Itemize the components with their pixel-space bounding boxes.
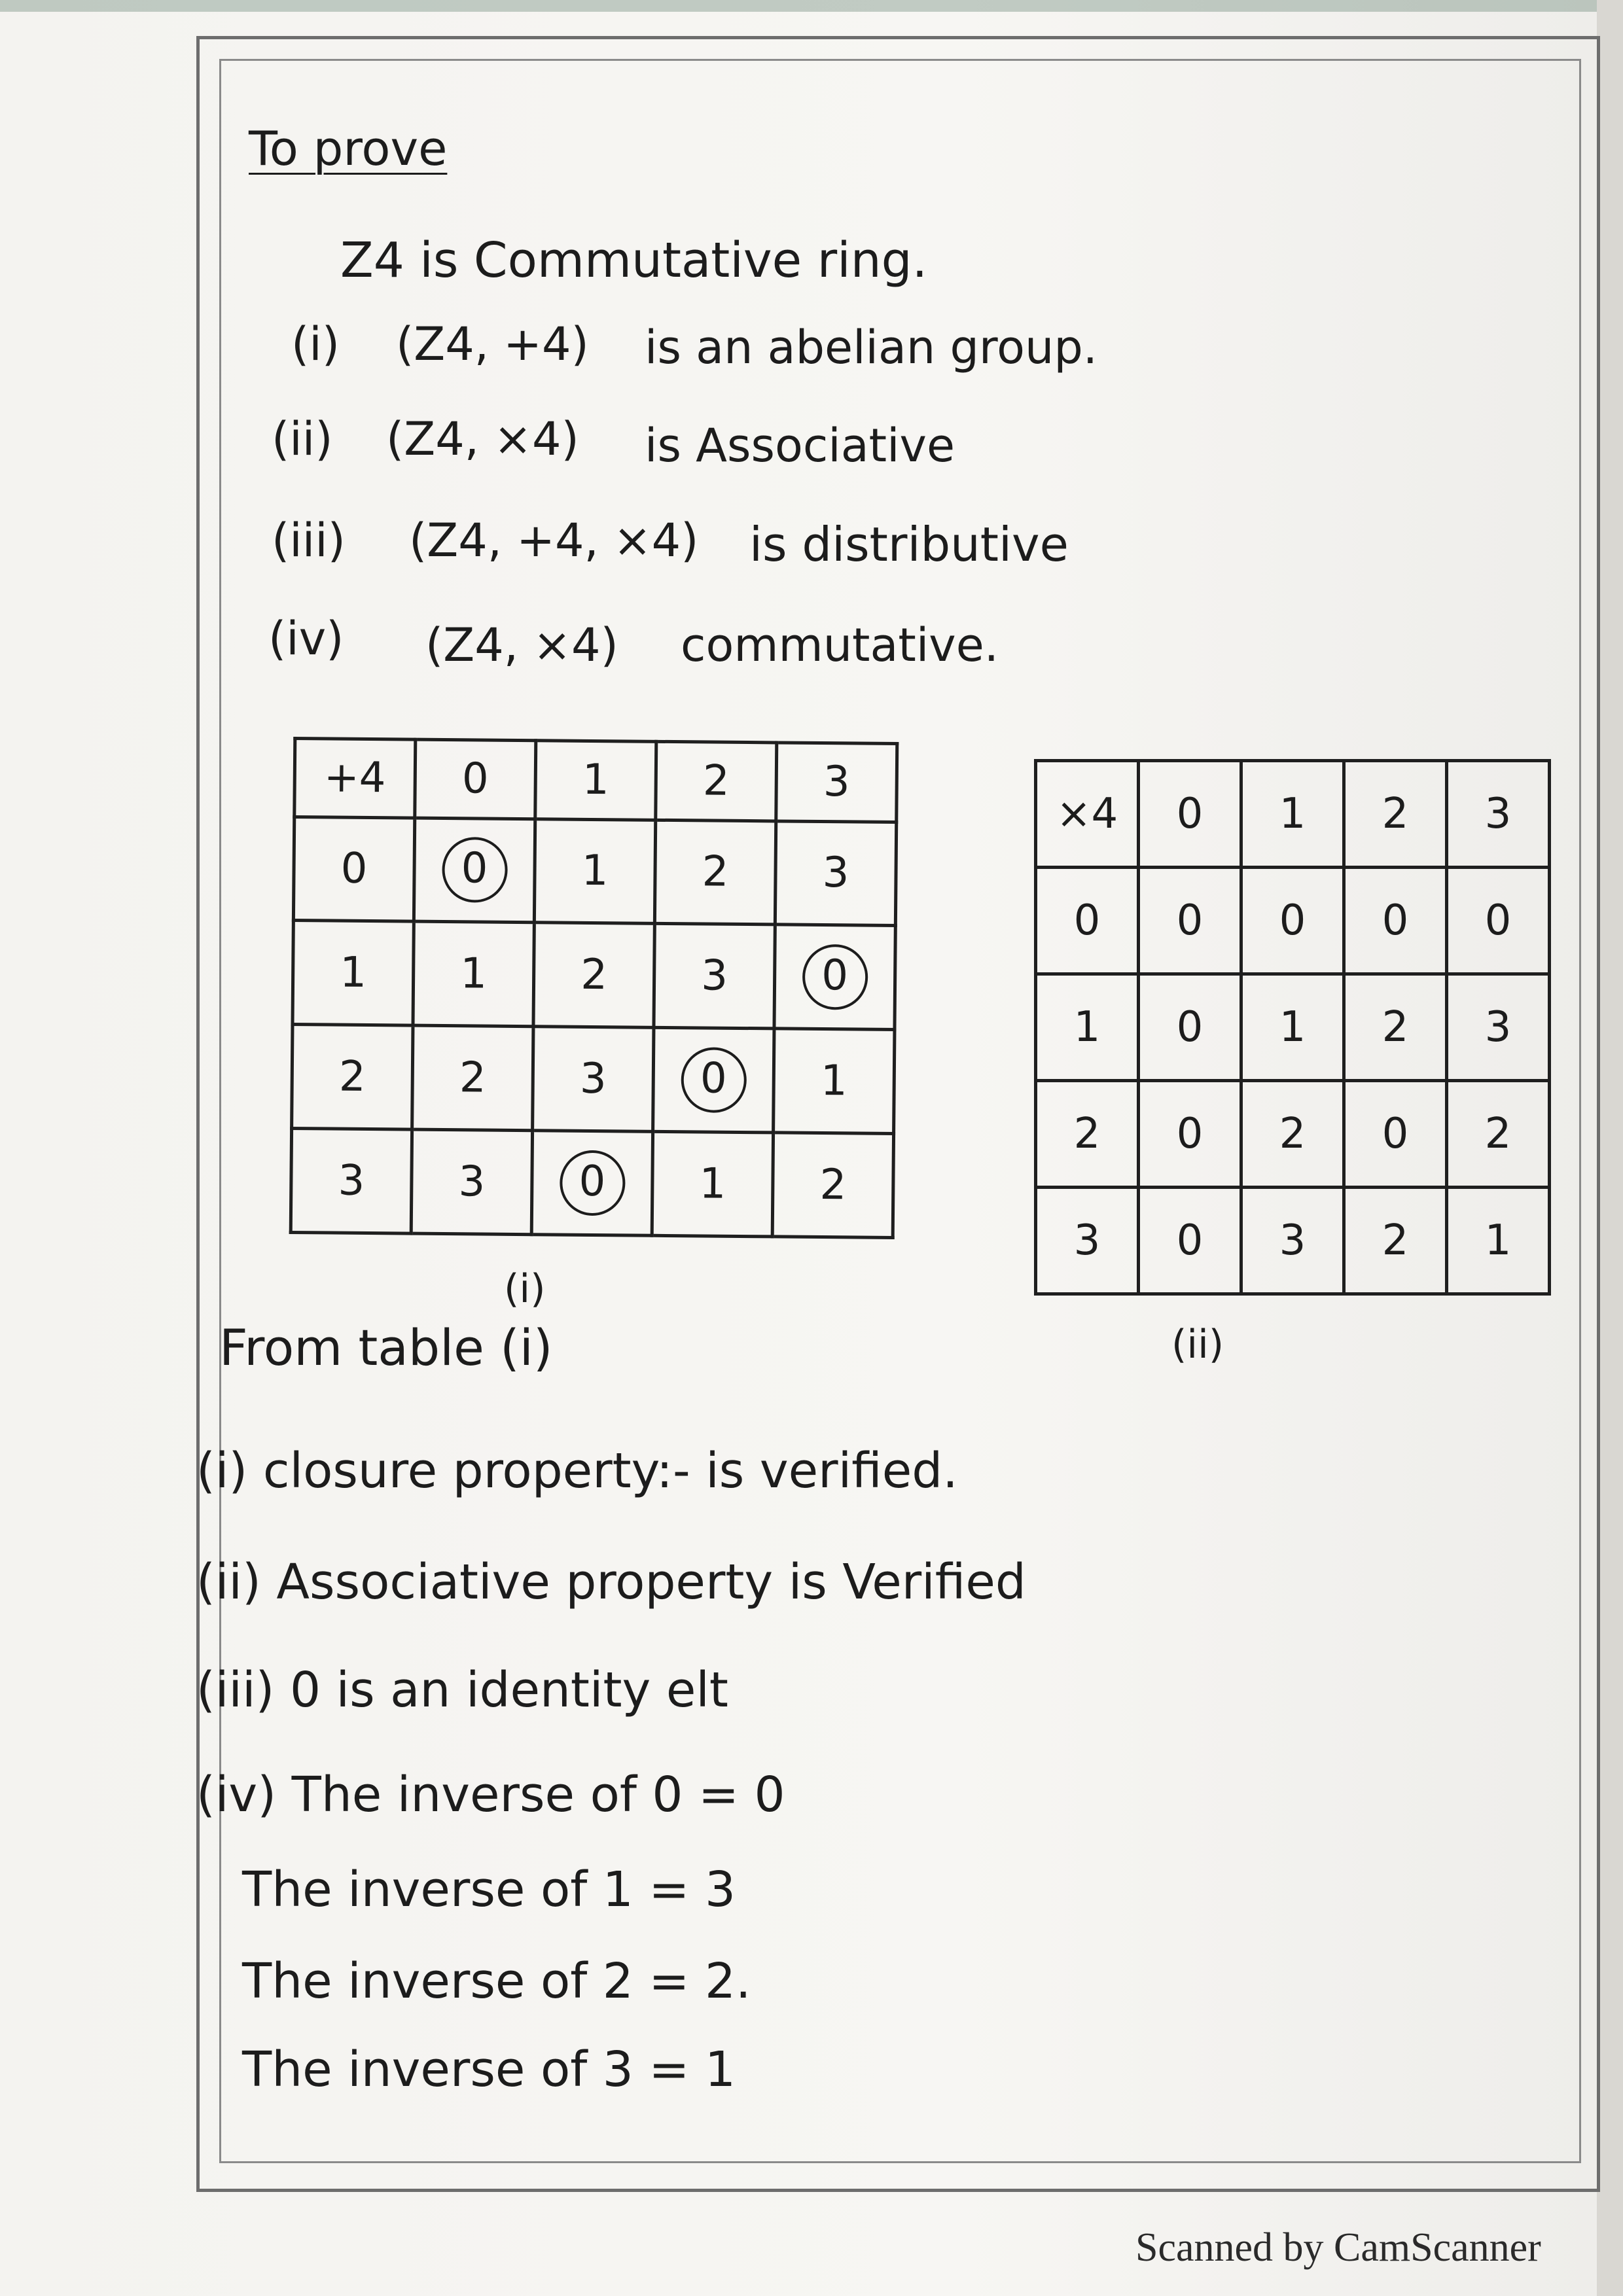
add-table-header-cell	[293, 921, 414, 1025]
property-closure: (i) closure property:- is verified.	[196, 1443, 958, 1499]
mul-table-row	[1036, 974, 1550, 1081]
mul-table-cell	[1344, 1188, 1447, 1294]
condition-iv-text: commutative.	[681, 618, 999, 672]
condition-ii-text: is Associative	[645, 419, 955, 472]
property-identity: (iii) 0 is an identity elt	[196, 1662, 728, 1718]
mul-table-value: 3	[1484, 790, 1512, 838]
add-table-header-cell	[293, 817, 414, 921]
add-table-value: 1	[581, 847, 609, 896]
add-table-cell	[772, 1133, 893, 1238]
mul-table-cell	[1139, 1188, 1241, 1294]
add-table-cell	[411, 1129, 532, 1235]
mul-table-row	[1036, 1188, 1550, 1294]
condition-iii-text: is distributive	[749, 517, 1069, 572]
mul-table-value: 3	[1484, 1003, 1512, 1051]
addition-table	[289, 737, 899, 1239]
addition-table-caption: (i)	[504, 1266, 546, 1312]
mul-table-header-cell	[1139, 761, 1241, 868]
mul-table-value: 2	[1382, 790, 1409, 838]
add-table-value: 3	[579, 1054, 607, 1104]
add-table-value: 0	[461, 754, 489, 804]
mul-table-cell	[1447, 974, 1550, 1081]
add-table-header-cell	[292, 1025, 413, 1129]
add-table-value: 3	[822, 849, 849, 898]
mul-table-value: 0	[1073, 896, 1101, 945]
mul-table-cell	[1447, 868, 1550, 974]
condition-ii-num: (ii)	[272, 412, 333, 466]
mul-table-value: 2	[1484, 1110, 1512, 1158]
add-table-value: 2	[338, 1052, 366, 1102]
condition-iii-num: (iii)	[272, 514, 346, 567]
mul-table-header-cell	[1036, 868, 1139, 974]
add-table-cell	[534, 819, 655, 923]
mul-table-cell	[1241, 868, 1344, 974]
heading-to-prove: To prove	[249, 121, 448, 176]
add-table-header-cell	[415, 739, 536, 819]
page-edge	[1597, 0, 1623, 2296]
add-table-row	[292, 1025, 895, 1134]
mul-table-cell	[1447, 1081, 1550, 1188]
mul-table-value: 1	[1073, 1003, 1101, 1051]
mul-table-cell	[1447, 1188, 1550, 1294]
mul-table-cell	[1344, 868, 1447, 974]
add-table-circled-value: 0	[442, 837, 508, 903]
mul-table-value: 2	[1382, 1003, 1409, 1051]
add-table-cell	[775, 821, 896, 925]
property-associative: (ii) Associative property is Verified	[196, 1554, 1026, 1610]
mul-table-value: 0	[1382, 1110, 1409, 1158]
add-table-value: 1	[340, 948, 367, 998]
inverse-line-1: The inverse of 1 = 3	[242, 1862, 736, 1918]
condition-iv-expr: (Z4, ×4)	[425, 618, 618, 672]
add-table-header-cell	[535, 741, 656, 820]
mul-table-header-cell	[1447, 761, 1550, 868]
add-table-header-cell	[294, 739, 416, 818]
add-table-row	[291, 1129, 893, 1238]
mul-table-value: 0	[1176, 790, 1204, 838]
condition-ii-expr: (Z4, ×4)	[386, 412, 579, 466]
mul-table-value: 3	[1279, 1216, 1306, 1265]
add-table-value: 2	[702, 847, 729, 897]
mul-table-value: ×4	[1056, 790, 1118, 838]
inverse-line-3: The inverse of 3 = 1	[242, 2041, 736, 2098]
mul-table-cell	[1139, 974, 1241, 1081]
add-table-circled-value: 0	[681, 1047, 747, 1113]
mul-table-row	[1036, 1081, 1550, 1188]
add-table-value: 2	[459, 1053, 486, 1103]
property-inverse: (iv) The inverse of 0 = 0	[196, 1767, 785, 1823]
add-table-cell	[414, 818, 535, 923]
mul-table-value: 0	[1382, 896, 1409, 945]
mul-table-cell	[1139, 1081, 1241, 1188]
mul-table-value: 3	[1073, 1216, 1101, 1265]
multiplication-table	[1034, 759, 1551, 1296]
add-table-header-cell	[656, 741, 777, 821]
mul-table-value: 1	[1279, 790, 1306, 838]
condition-iv-num: (iv)	[268, 612, 344, 665]
mul-table-value: 0	[1279, 896, 1306, 945]
add-table-cell	[654, 820, 776, 925]
add-table-circled-value: 0	[802, 944, 868, 1010]
mul-table-row	[1036, 868, 1550, 974]
condition-i-expr: (Z4, +4)	[396, 317, 589, 371]
add-table-cell	[412, 1025, 533, 1130]
condition-i-num: (i)	[291, 317, 340, 371]
mul-table-value: 1	[1484, 1216, 1512, 1265]
add-table-value: 3	[458, 1157, 486, 1207]
add-table-header-cell	[291, 1129, 412, 1234]
add-table-circled-value: 0	[559, 1150, 625, 1216]
background-strip	[0, 0, 1623, 12]
add-table-value: 3	[700, 951, 728, 1001]
add-table-cell	[533, 923, 654, 1027]
mul-table-value: 0	[1176, 1003, 1204, 1051]
mul-table-cell	[1139, 868, 1241, 974]
mul-table-value: 2	[1279, 1110, 1306, 1158]
mul-table-cell	[1344, 1081, 1447, 1188]
add-table-cell	[774, 1029, 895, 1133]
add-table-cell	[653, 1028, 774, 1133]
mul-table-header-cell	[1036, 974, 1139, 1081]
mul-table-value: 1	[1279, 1003, 1306, 1051]
add-table-value: 1	[820, 1057, 847, 1106]
add-table-cell	[774, 925, 895, 1029]
add-table-value: 2	[702, 756, 730, 806]
claim-line: Z4 is Commutative ring.	[340, 232, 928, 289]
camscanner-watermark: Scanned by CamScanner	[1135, 2225, 1541, 2270]
add-table-cell	[652, 1131, 773, 1237]
condition-i-text: is an abelian group.	[645, 321, 1098, 374]
mul-table-value: 0	[1176, 896, 1204, 945]
mul-table-header-cell	[1036, 761, 1139, 868]
mul-table-header-cell	[1036, 1188, 1139, 1294]
add-table-value: 2	[819, 1161, 847, 1210]
mul-table-cell	[1241, 974, 1344, 1081]
add-table-value: 1	[699, 1159, 726, 1209]
multiplication-table-caption: (ii)	[1171, 1322, 1224, 1368]
mul-table-value: 2	[1382, 1216, 1409, 1265]
mul-table-value: 0	[1484, 896, 1512, 945]
mul-table-header-cell	[1036, 1081, 1139, 1188]
add-table-cell	[413, 921, 534, 1026]
add-table-cell	[531, 1131, 652, 1236]
mul-table-header-cell	[1241, 761, 1344, 868]
add-table-row	[293, 817, 896, 926]
add-table-value: 2	[580, 951, 608, 1000]
inverse-line-2: The inverse of 2 = 2.	[242, 1953, 751, 2009]
add-table-cell	[533, 1027, 654, 1131]
condition-iii-expr: (Z4, +4, ×4)	[409, 514, 699, 567]
add-table-value: 3	[823, 758, 850, 807]
mul-table-value: 2	[1073, 1110, 1101, 1158]
add-table-cell	[654, 924, 775, 1029]
add-table-header-cell	[776, 743, 897, 822]
from-table-line: From table (i)	[219, 1318, 553, 1377]
mul-table-cell	[1344, 974, 1447, 1081]
mul-table-cell	[1241, 1188, 1344, 1294]
add-table-row	[294, 739, 897, 822]
mul-table-cell	[1241, 1081, 1344, 1188]
mul-table-row	[1036, 761, 1550, 868]
add-table-value: +4	[323, 753, 386, 803]
add-table-value: 3	[338, 1156, 365, 1206]
mul-table-value: 0	[1176, 1110, 1204, 1158]
mul-table-header-cell	[1344, 761, 1447, 868]
mul-table-value: 0	[1176, 1216, 1204, 1265]
add-table-value: 1	[582, 756, 609, 805]
add-table-value: 1	[459, 949, 488, 998]
add-table-row	[293, 921, 895, 1030]
add-table-value: 0	[340, 845, 368, 894]
